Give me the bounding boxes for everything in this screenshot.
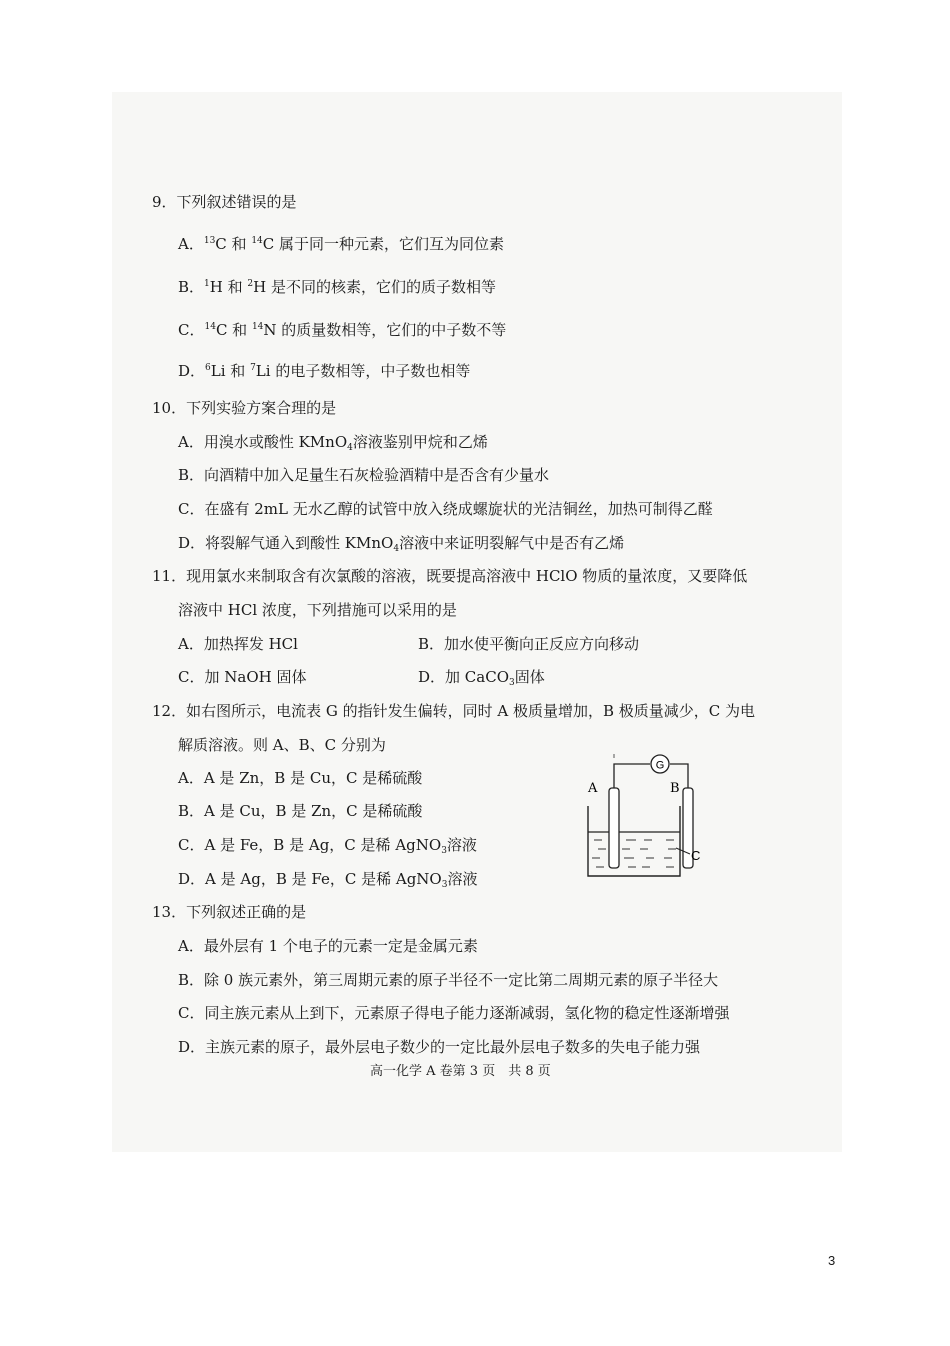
q9-option-b: B．$^1$H 和 $^2$H 是不同的核素，它们的质子数相等 bbox=[178, 278, 496, 296]
q13-option-b: B．除 0 族元素外，第三周期元素的原子半径不一定比第二周期元素的原子半径大 bbox=[178, 971, 719, 989]
q13-stem: 13．下列叙述正确的是 bbox=[152, 903, 307, 921]
galvanometer-label: G bbox=[655, 759, 665, 772]
electrolyte-label: C bbox=[691, 848, 701, 863]
q9-option-a: A．$^{13}$C 和 $^{14}$C 属于同一种元素，它们互为同位素 bbox=[178, 235, 505, 253]
q11-option-b: B．加水使平衡向正反应方向移动 bbox=[418, 635, 640, 653]
q12-option-c: C．A 是 Fe，B 是 Ag，C 是稀 AgNO$_3$溶液 bbox=[178, 836, 477, 856]
q9-option-d: D．$^6$Li 和 $^7$Li 的电子数相等，中子数也相等 bbox=[178, 362, 471, 380]
q12-option-d: D．A 是 Ag，B 是 Fe，C 是稀 AgNO$_3$溶液 bbox=[178, 870, 478, 890]
q9-option-c: C．$^{14}$C 和 $^{14}$N 的质量数相等，它们的中子数不等 bbox=[178, 321, 507, 339]
q13-option-d: D．主族元素的原子，最外层电子数少的一定比最外层电子数多的失电子能力强 bbox=[178, 1038, 701, 1056]
q10-option-d: D．将裂解气通入到酸性 KMnO$_4$溶液中来证明裂解气中是否有乙烯 bbox=[178, 534, 625, 554]
q11-option-a: A．加热挥发 HCl bbox=[178, 635, 298, 653]
q11-stem-line1: 11．现用氯水来制取含有次氯酸的溶液，既要提高溶液中 HClO 物质的量浓度，又要降低 bbox=[152, 567, 748, 585]
galvanic-cell-diagram bbox=[578, 748, 718, 878]
q12-option-a: A．A 是 Zn，B 是 Cu，C 是稀硫酸 bbox=[178, 769, 423, 787]
electrode-a bbox=[609, 788, 619, 868]
q13-option-a: A．最外层有 1 个电子的元素一定是金属元素 bbox=[178, 937, 478, 955]
q10-option-b: B．向酒精中加入足量生石灰检验酒精中是否含有少量水 bbox=[178, 466, 550, 484]
page-number: 3 bbox=[828, 1253, 836, 1268]
q13-option-c: C．同主族元素从上到下，元素原子得电子能力逐渐减弱，氢化物的稳定性逐渐增强 bbox=[178, 1004, 730, 1022]
q10-option-c: C．在盛有 2mL 无水乙醇的试管中放入绕成螺旋状的光洁铜丝，加热可制得乙醛 bbox=[178, 500, 713, 518]
q10-option-a: A．用溴水或酸性 KMnO$_4$溶液鉴别甲烷和乙烯 bbox=[178, 433, 488, 453]
q12-option-b: B．A 是 Cu，B 是 Zn，C 是稀硫酸 bbox=[178, 802, 423, 820]
q11-stem-line2: 溶液中 HCl 浓度，下列措施可以采用的是 bbox=[178, 601, 457, 619]
electrode-a-label: A bbox=[588, 781, 598, 796]
q11-option-c: C．加 NaOH 固体 bbox=[178, 668, 307, 686]
q12-stem-line2: 解质溶液。则 A、B、C 分别为 bbox=[178, 736, 386, 754]
q10-stem: 10．下列实验方案合理的是 bbox=[152, 399, 337, 417]
beaker bbox=[588, 806, 680, 876]
page-footer: 高一化学 A 卷第 3 页 共 8 页 bbox=[370, 1064, 551, 1079]
q11-option-d: D．加 CaCO$_3$固体 bbox=[418, 668, 545, 688]
electrode-b-label: B bbox=[670, 781, 680, 796]
q12-stem-line1: 12．如右图所示，电流表 G 的指针发生偏转，同时 A 极质量增加，B 极质量减少，C 为电 bbox=[152, 702, 756, 720]
q9-stem: 9．下列叙述错误的是 bbox=[152, 193, 297, 211]
